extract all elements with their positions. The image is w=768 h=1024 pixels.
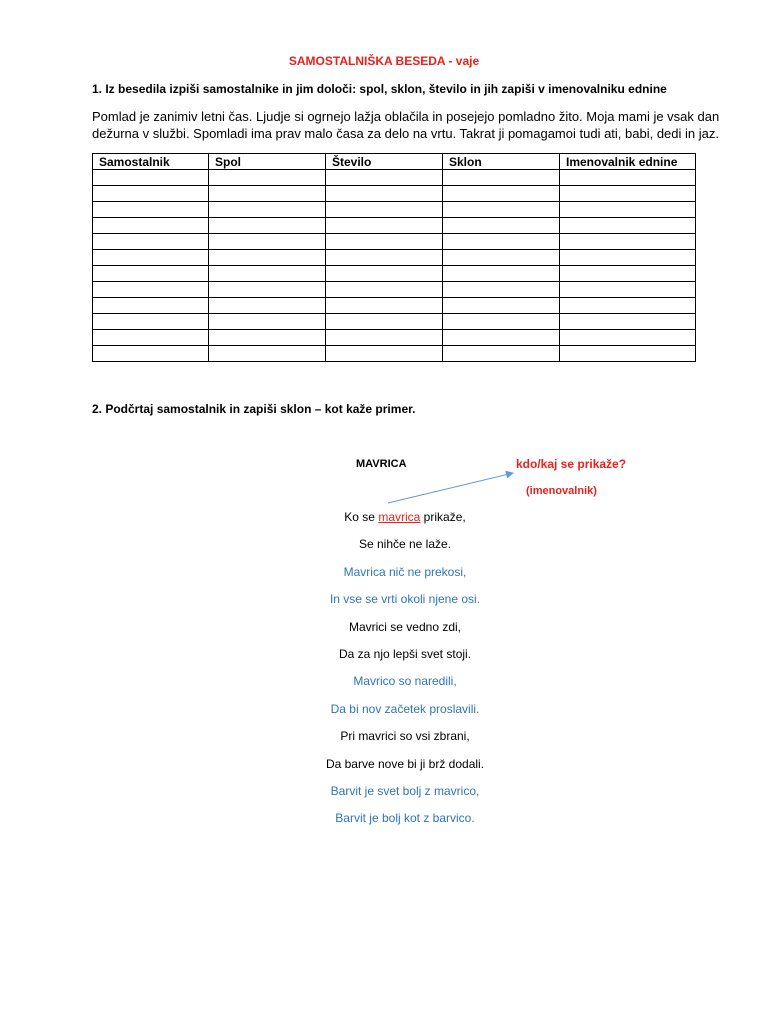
poem-line: Mavrici se vedno zdi,: [348, 619, 462, 634]
header-imenovalnik-ednine: Imenovalnik ednine: [560, 154, 696, 170]
task-2-instruction: 2. Podčrtaj samostalnik in zapiši sklon – kot kaže primer.: [92, 402, 416, 416]
poem-lines: [260, 536, 550, 837]
poem-line: Pri mavrici so vsi zbrani,: [340, 729, 470, 744]
task-1-instruction: 1. Iz besedila izpiši samostalnike in jim določi: spol, sklon, število in jih zapiši v imenovalniku ednine: [92, 82, 667, 96]
poem-line: Mavrica nič ne prekosi,: [343, 564, 467, 579]
poem-line-first: [260, 509, 550, 536]
header-sklon: Sklon: [443, 154, 560, 170]
task-1-text: Pomlad je zanimiv letni čas. Ljudje si ogrnejo lažja oblačila in posejejo pomladno žito. Moja mami je vsak dan dežurna v službi. Spomladi ima prav malo časa za delo na vrtu. Takrat ji pomagamoi tudi ati, babi, dedi in jaz.: [92, 109, 720, 141]
poem-line: Da bi nov začetek proslavili.: [330, 701, 480, 716]
case-question: kdo/kaj se prikaže?: [516, 457, 627, 471]
poem-line-text: prikaže,: [420, 510, 466, 524]
header-stevilo: Število: [326, 154, 443, 170]
page-title: SAMOSTALNIŠKA BESEDA - vaje: [288, 54, 480, 68]
poem-line-text: Ko se: [344, 510, 379, 524]
poem-line: Da barve nove bi ji brž dodali.: [325, 756, 485, 771]
case-answer: (imenovalnik): [526, 485, 597, 497]
poem-title: MAVRICA: [356, 458, 407, 470]
poem-line: Barvit je bolj kot z barvico.: [335, 811, 475, 826]
poem-line: Barvit je svet bolj z mavrico,: [330, 783, 480, 798]
header-spol: Spol: [209, 154, 326, 170]
header-samostalnik: Samostalnik: [93, 154, 209, 170]
poem-line: Mavrico so naredili,: [353, 674, 457, 689]
poem-line: Se nihče ne laže.: [358, 537, 452, 552]
underlined-noun: mavrica: [378, 510, 421, 524]
poem: [260, 509, 550, 838]
poem-line: Da za njo lepši svet stoji.: [338, 646, 472, 661]
poem-line: In vse se vrti okoli njene osi.: [329, 592, 481, 607]
